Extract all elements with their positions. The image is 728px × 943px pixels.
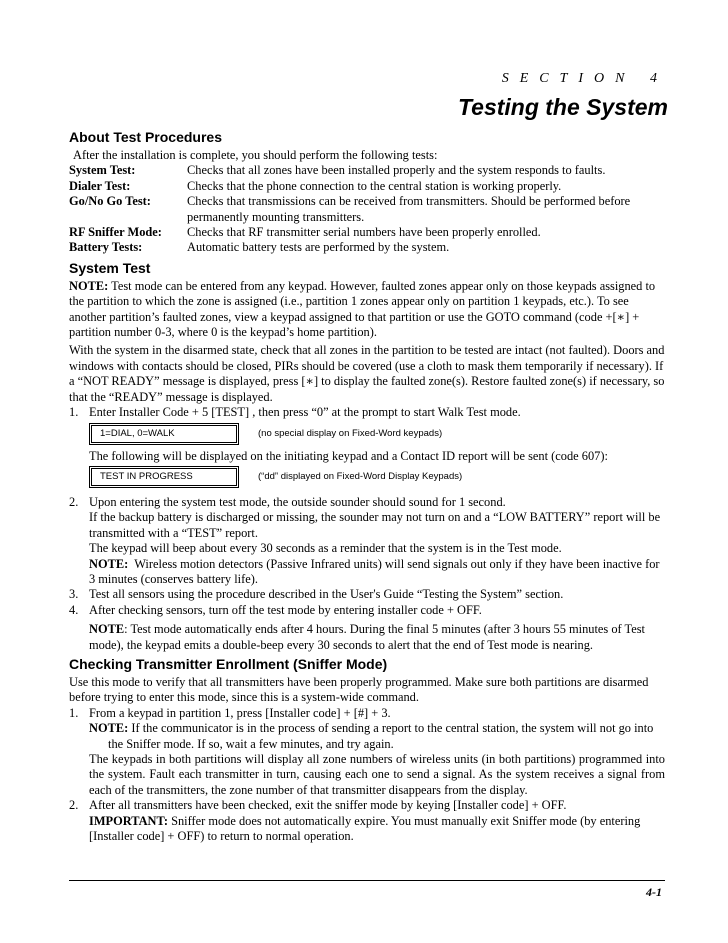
sniffer-heading: Checking Transmitter Enrollment (Sniffer Mode) (69, 655, 388, 672)
test-label: System Test: (69, 163, 136, 178)
important-text: Sniffer mode does not automatically expire. You must manually exit Sniffer mode (by entering [Installer code] + OFF) to return to normal operation. (89, 813, 641, 844)
step-note (89, 557, 665, 588)
step-text: After all transmitters have been checked, exit the sniffer mode by keying [Installer code] + OFF. (89, 798, 567, 813)
sniffer-step-2 (69, 798, 665, 813)
note-text: Test mode can be entered from any keypad. However, faulted zones appear only on those keypads assigned to the partition to which the zone is assigned (i.e., partition 1 zones appear only on partition 1 keypads, etc.). To see another partition’s faulted zones, view a keypad assigned to that partition or use the GOTO command (code +[∗] + partition number 0-3, where 0 is the keypad’s home partition). (69, 278, 656, 340)
keypad-display: TEST IN PROGRESS (89, 466, 239, 488)
display-paragraph: The following will be displayed on the initiating keypad and a Contact ID report will be sent (code 607): (89, 448, 608, 463)
step-text: After checking sensors, turn off the test mode by entering installer code + OFF. (89, 602, 482, 617)
step-number: 1. (69, 405, 79, 420)
sniffer-step-1 (69, 706, 665, 721)
step-text: If the backup battery is discharged or missing, the sounder may not turn on and a “LOW BATTERY” report will be transmitted with a “TEST” report. (89, 510, 661, 540)
test-desc: Checks that transmissions can be received from transmitters. Should be performed before permanently mounting transmitters. (187, 194, 631, 224)
step-number: 2. (69, 798, 79, 813)
step-number: 2. (69, 494, 79, 509)
step-number: 1. (69, 705, 79, 720)
main-content (69, 127, 665, 844)
step-4 (69, 603, 665, 618)
note-text: : Test mode automatically ends after 4 hours. During the final 5 minutes (after 3 hours 55 minutes of Test mode), the keypad emits a double-beep every 30 seconds to alert that the end of Test mode is nearing. (89, 622, 645, 652)
note-label: NOTE: (89, 556, 129, 571)
display-note: (“dd” displayed on Fixed-Word Display Keypads) (258, 471, 463, 483)
step-text: Test all sensors using the procedure described in the User's Guide “Testing the System” section. (89, 587, 564, 602)
footer-rule (69, 880, 665, 881)
step-1 (69, 405, 665, 420)
test-list (69, 163, 665, 255)
note-label: NOTE (89, 622, 125, 637)
sniffer-step1-note (69, 721, 665, 752)
step-number: 3. (69, 587, 79, 602)
sniffer-paragraph: Use this mode to verify that all transmitters have been properly programmed. Make sure both partitions are disarmed before trying to enter this mode, since this is a system-wide command. (69, 674, 649, 705)
important-note (69, 814, 665, 845)
section-label: SECTION 4 (501, 71, 668, 86)
about-intro: After the installation is complete, you should perform the following tests: (73, 148, 438, 162)
step-2 (69, 495, 665, 587)
step-text: Upon entering the system test mode, the outside sounder should sound for 1 second. (89, 494, 506, 509)
keypad-display: 1=DIAL, 0=WALK (89, 423, 239, 445)
about-heading: About Test Procedures (69, 129, 222, 145)
sniffer-step1-paragraph: The keypads in both partitions will display all zone numbers of wireless units (in both partitions) programmed into the system. Fault each transmitter in turn, causing each one to send a signal. As the system receives a signal from each of the transmitters, the zone number of that transmitter disappears from the display. (89, 752, 665, 797)
test-desc: Checks that the phone connection to the central station is working properly. (187, 178, 562, 193)
system-test-heading: System Test (69, 259, 151, 276)
keypad-display-row (89, 466, 665, 488)
test-desc: Checks that RF transmitter serial numbers have been properly enrolled. (187, 225, 541, 240)
note-text: If the communicator is in the process of sending a report to the central station, the system will not go into the Sniffer mode. If so, wait a few minutes, and try again. (108, 721, 654, 751)
page-title: Testing the System (457, 94, 668, 120)
note-label: NOTE: (69, 278, 109, 293)
test-desc: Automatic battery tests are performed by the system. (187, 240, 450, 255)
note-text: Wireless motion detectors (Passive Infrared units) will send signals out only if they have been inactive for 3 minutes (conserves battery life). (89, 556, 660, 586)
step-number: 4. (69, 602, 79, 617)
step-text: Enter Installer Code + 5 [TEST] , then press “0” at the prompt to start Walk Test mode. (89, 405, 521, 420)
system-test-note (69, 279, 665, 341)
keypad-display-row (89, 423, 665, 445)
test-label: Battery Tests: (69, 240, 143, 255)
note-label: NOTE: (89, 721, 129, 736)
display-note: (no special display on Fixed-Word keypads) (258, 427, 443, 439)
step-text: From a keypad in partition 1, press [Installer code] + [#] + 3. (89, 705, 391, 720)
test-desc: Checks that all zones have been installed properly and the system responds to faults. (187, 163, 606, 178)
step-text: The keypad will beep about every 30 seconds as a reminder that the system is in the Test mode. (89, 541, 562, 556)
auto-end-note (69, 622, 665, 653)
system-test-paragraph: With the system in the disarmed state, check that all zones in the partition to be tested are intact (not faulted). Doors and windows with contacts should be closed, PIRs should be covered (use a cloth to mask them temporarily if necessary). If a “NOT READY” message is displayed, press [∗] to display the faulted zone(s). Restore faulted zone(s) if necessary, so that the “READY” message is displayed. (69, 343, 665, 404)
step-3 (69, 587, 665, 602)
test-label: Dialer Test: (69, 178, 131, 193)
important-label: IMPORTANT: (89, 813, 168, 828)
test-label: Go/No Go Test: (69, 194, 151, 209)
page-number: 4-1 (646, 885, 662, 899)
test-label: RF Sniffer Mode: (69, 225, 162, 240)
